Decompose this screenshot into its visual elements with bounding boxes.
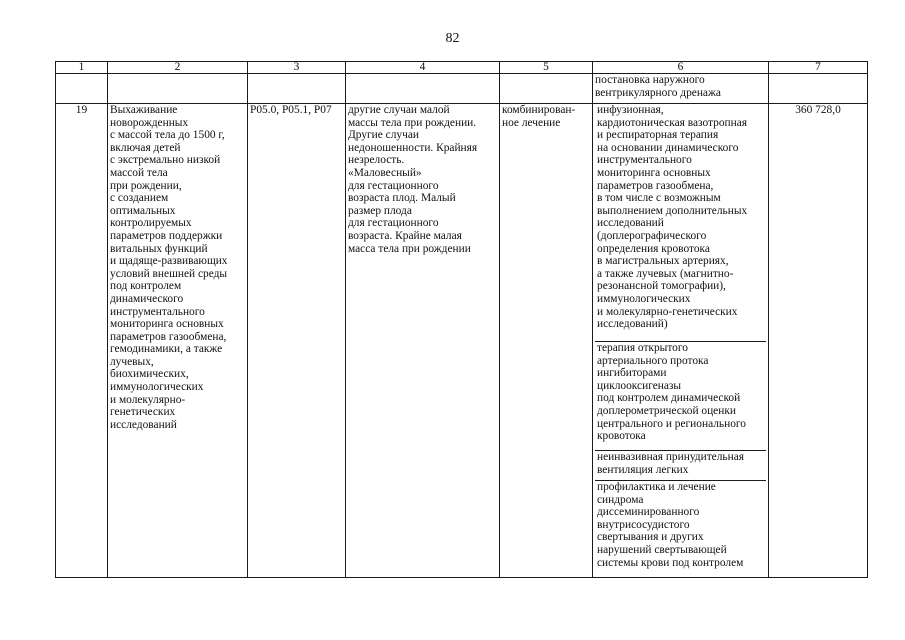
column-header-7: 7 (769, 62, 868, 74)
diagnosis-model: другие случаи малой массы тела при рождении. Другие случаи недоношенности. Крайняя незрелость. «Маловесный» для гестационного возраста плод. Малый размер плода для гестационного возраста. Крайне малая масса тела при рождении (346, 104, 500, 578)
treatment-type: комбинирован- ное лечение (500, 104, 593, 578)
treatment-methods (593, 104, 769, 578)
column-header-1: 1 (56, 62, 108, 74)
carry-cell-5 (500, 74, 593, 104)
row-number: 19 (56, 104, 108, 578)
method-block: неинвазивная принудительная вентиляция легких (595, 451, 766, 481)
carry-cell-3 (248, 74, 346, 104)
table-row (56, 104, 868, 578)
method-block: терапия открытого артериального протока ингибиторами циклооксигеназы под контролем динамической доплерометрической оценки центрального и регионального кровотока (595, 342, 766, 451)
carry-cell-4 (346, 74, 500, 104)
column-header-3: 3 (248, 62, 346, 74)
icd-codes: P05.0, P05.1, P07 (248, 104, 346, 578)
carry-over-row (56, 74, 868, 104)
method-block: профилактика и лечение синдрома диссеминированного внутрисосудистого свертывания и других нарушений свертывающей системы крови под контролем (597, 481, 744, 569)
carry-cell-1 (56, 74, 108, 104)
service-name: Выхаживание новорожденных с массой тела до 1500 г, включая детей с экстремально низкой массой тела при рождении, с созданием оптимальных контролируемых параметров поддержки витальных функций и щадяще-развивающих условий внешней среды под контролем динамического инструментального мониторинга основных параметров газообмена, гемодинамики, а также лучевых, биохимических, иммунологических и молекулярно- генетических исследований (108, 104, 248, 578)
carry-cell-2 (108, 74, 248, 104)
column-number-row (56, 62, 868, 74)
page-number: 82 (445, 31, 460, 46)
column-header-6: 6 (593, 62, 769, 74)
carry-method-cell: постановка наружного вентрикулярного дренажа (593, 74, 769, 104)
carry-cell-7 (769, 74, 868, 104)
column-header-2: 2 (108, 62, 248, 74)
cost-value: 360 728,0 (769, 104, 868, 578)
column-header-5: 5 (500, 62, 593, 74)
method-block: инфузионная, кардиотоническая вазотропная и респираторная терапия на основании динамического инструментального мониторинга основных параметров газообмена, в том числе с возможным выполнением дополнительных исследований (доплерографического определения кровотока в магистральных артериях, а также лучевых (магнитно- резонансной томографии), иммунологических и молекулярно-генетических исследований) (595, 104, 766, 342)
services-table (55, 61, 868, 578)
column-header-4: 4 (346, 62, 500, 74)
